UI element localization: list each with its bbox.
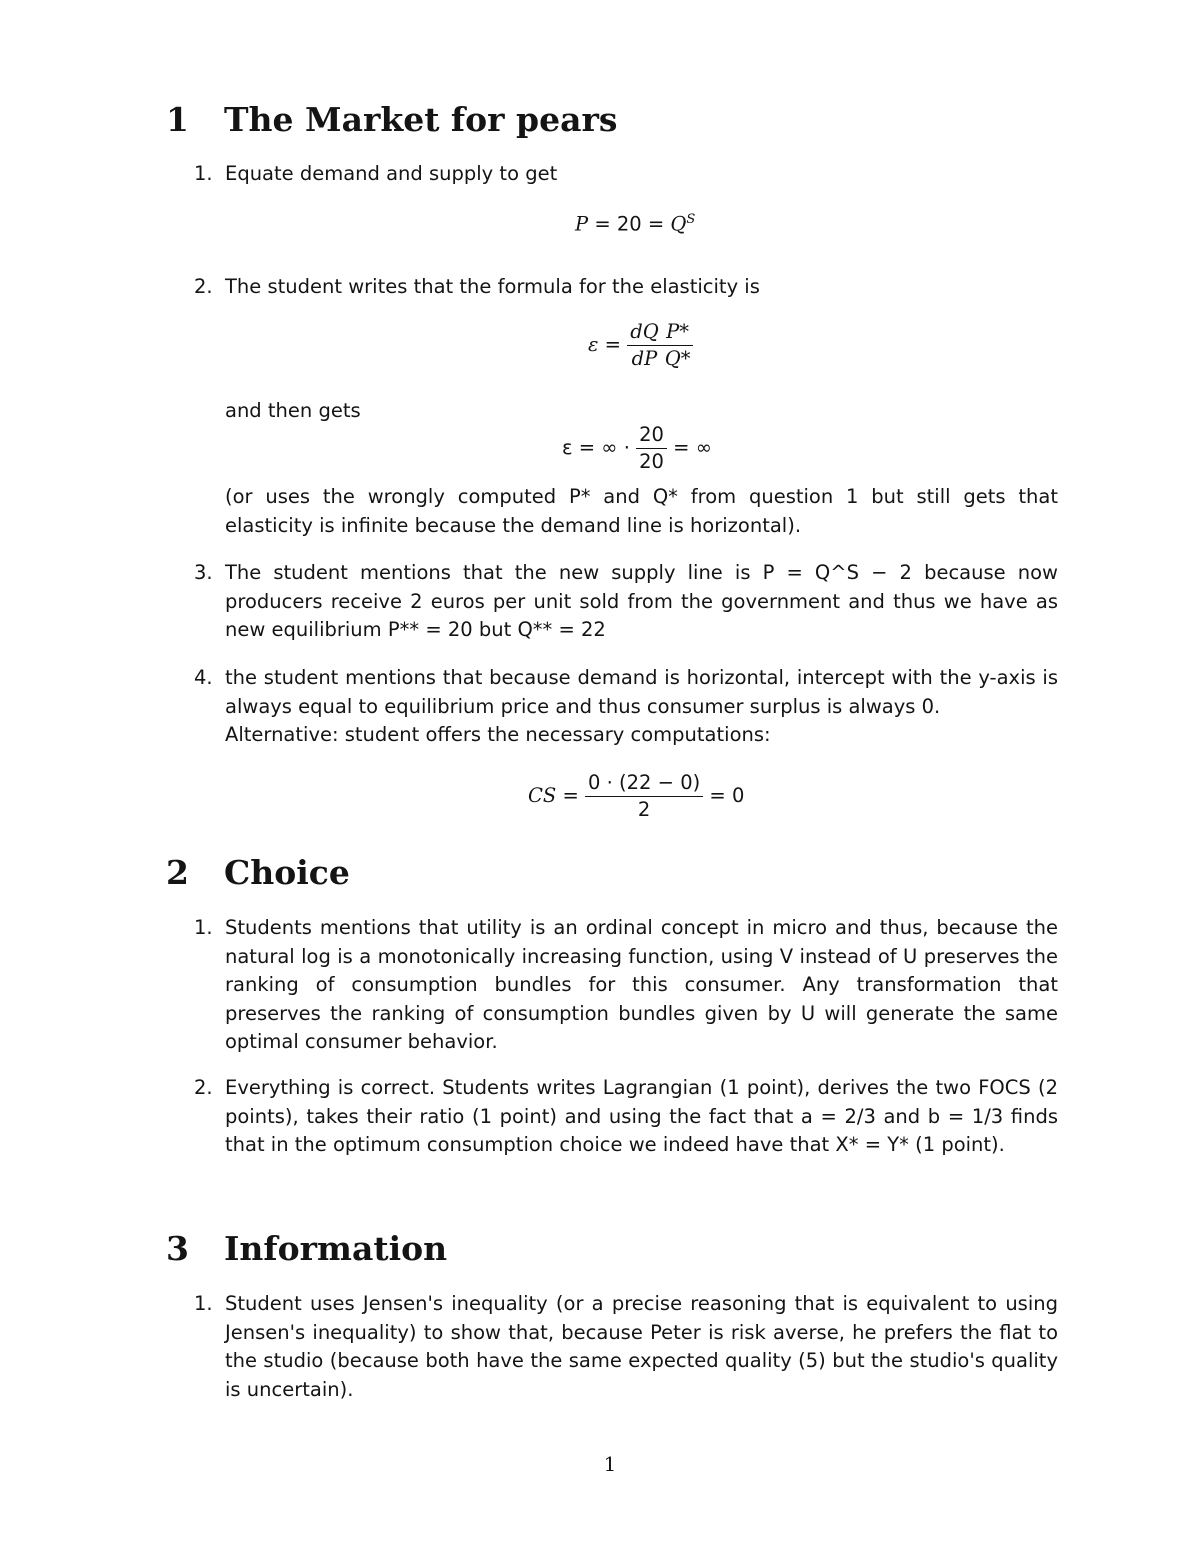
item-text: Student uses Jensen's inequality (or a precise reasoning that is equivalent to using Jensen's inequality) to show that, because Peter is risk averse, he prefers the flat to the studio (because both have the same expected quality (5) but the studio's quality is uncertain). [225, 1292, 1058, 1401]
item-label: 2. [194, 1076, 213, 1099]
fraction-numerator: P* [662, 319, 694, 346]
fraction [627, 319, 661, 372]
math-superscript: S [686, 212, 696, 227]
list-item [194, 160, 1058, 189]
fraction-denominator: Q* [664, 347, 691, 370]
item-label: 3. [194, 561, 213, 584]
equation-elasticity-infinite [562, 422, 712, 475]
item-text: Everything is correct. Students writes Lagrangian (1 point), derives the two FOCS (2 points), takes their ratio (1 point) and using the fact that a = 2/3 and b = 1/3 finds that in the optimum consumption choice we indeed have that X* = Y* (1 point). [225, 1076, 1058, 1156]
item-text: Equate demand and supply to get [225, 162, 558, 185]
equation-consumer-surplus [528, 770, 744, 823]
list-item [194, 273, 1058, 302]
fraction-numerator: 0 · (22 − 0) [585, 770, 703, 797]
list-item [194, 664, 1058, 721]
equation-elasticity [588, 319, 693, 372]
math-text: = [598, 333, 628, 356]
paragraph-note [225, 483, 1058, 540]
list-item [194, 1074, 1058, 1160]
math-symbol: CS [528, 784, 557, 807]
fraction [636, 422, 667, 475]
list-item [194, 914, 1058, 1057]
section-title: Information [224, 1229, 448, 1268]
item-text: The student mentions that the new supply line is P = Q^S − 2 because now producers receive 2 euros per unit sold from the government and thus we have as new equilibrium P** = 20 but Q** = 22 [225, 561, 1058, 641]
item-text: the student mentions that because demand is horizontal, intercept with the y-axis is always equal to equilibrium price and thus consumer surplus is always 0. [225, 666, 1058, 718]
item-label: 4. [194, 666, 213, 689]
section-number: 3 [166, 1229, 189, 1268]
section-number: 2 [166, 853, 189, 892]
paragraph-text: and then gets [225, 399, 361, 422]
note-text: (or uses the wrongly computed P* and Q* from question 1 but still gets that elasticity is infinite because the demand line is horizontal). [225, 485, 1058, 537]
math-text: ε = ∞ · [562, 436, 637, 459]
math-text: = [556, 784, 586, 807]
math-symbol: Q [670, 212, 687, 236]
fraction-numerator: 20 [636, 422, 667, 449]
item-text: Students mentions that utility is an ordinal concept in micro and thus, because the natural log is a monotonically increasing function, using V instead of U preserves the ranking of consumption bundles for this consumer. Any transformation that preserves the ranking of consumption bundles given by U will generate the same optimal consumer behavior. [225, 916, 1058, 1053]
math-text: = ∞ [666, 436, 712, 459]
item-label: 1. [194, 162, 213, 185]
math-text: = 20 = [588, 212, 671, 236]
fraction-denominator: 2 [637, 798, 651, 821]
section-title: Choice [224, 853, 350, 892]
list-item [194, 559, 1058, 645]
paragraph-text: Alternative: student offers the necessary computations: [225, 723, 771, 746]
fraction-denominator: dP [631, 347, 658, 370]
page-number: 1 [603, 1452, 617, 1476]
fraction-numerator: dQ [627, 319, 661, 346]
fraction-denominator: 20 [639, 450, 664, 473]
item-label: 1. [194, 916, 213, 939]
equation-equilibrium [575, 212, 695, 236]
item-label: 1. [194, 1292, 213, 1315]
fraction [585, 770, 703, 823]
math-text: = 0 [703, 784, 745, 807]
section-title: The Market for pears [224, 100, 618, 139]
section-number: 1 [166, 100, 189, 139]
item-label: 2. [194, 275, 213, 298]
item-text: The student writes that the formula for the elasticity is [225, 275, 760, 298]
list-item [194, 1290, 1058, 1404]
math-symbol: ε [588, 333, 599, 356]
fraction [662, 319, 694, 372]
math-symbol: P [575, 212, 589, 236]
